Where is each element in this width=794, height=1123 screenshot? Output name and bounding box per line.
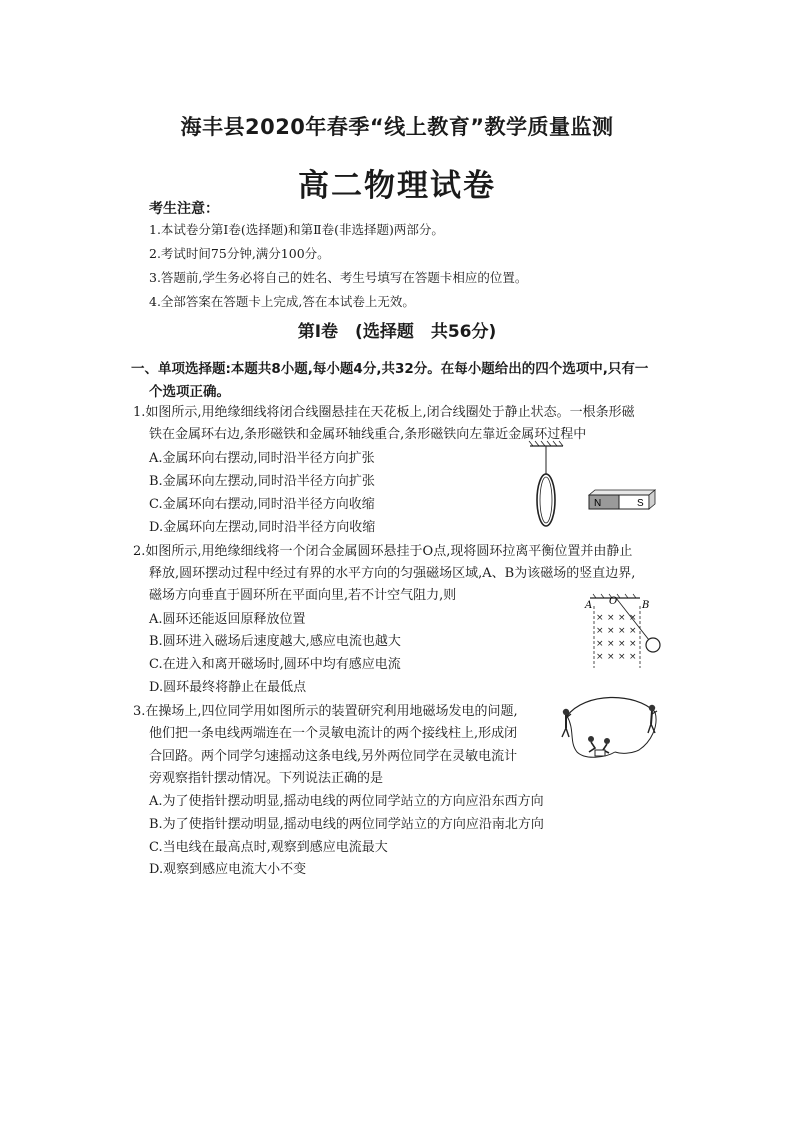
- q1-stem: 1.如图所示,用绝缘细线将闭合线圈悬挂在天花板上,闭合线圈处于静止状态。一根条形磁: [133, 405, 635, 420]
- q3-stem: 他们把一条电线两端连在一个灵敏电流计的两个接线柱上,形成闭: [149, 726, 518, 741]
- svg-text:×: ×: [596, 639, 604, 649]
- q1-option-c: C.金属环向右摆动,同时沿半径方向收缩: [149, 497, 375, 512]
- q2-stem: 磁场方向垂直于圆环所在平面向里,若不计空气阻力,则: [149, 588, 457, 603]
- q2-stem: 释放,圆环摆动过程中经过有界的水平方向的匀强磁场区域,A、B为该磁场的竖直边界,: [149, 566, 636, 581]
- q3-stem: 3.在操场上,四位同学用如图所示的装置研究利用地磁场发电的问题,: [133, 704, 518, 719]
- section-title: 第Ⅰ卷 (选择题 共56分): [297, 322, 497, 342]
- q3-stem: 合回路。两个同学匀速摇动这条电线,另外两位同学在灵敏电流计: [149, 749, 518, 764]
- notice-item: 3.答题前,学生务必将自己的姓名、考生号填写在答题卡相应的位置。: [149, 270, 528, 285]
- magnet-s-label: S: [637, 498, 644, 509]
- svg-text:×: ×: [607, 639, 615, 649]
- q3-option-c: C.当电线在最高点时,观察到感应电流最大: [149, 840, 388, 855]
- notice-heading: 考生注意：: [149, 201, 219, 217]
- svg-text:×: ×: [629, 613, 637, 623]
- q2-option-a: A.圆环还能返回原释放位置: [149, 612, 306, 627]
- q1-option-a: A.金属环向右摆动,同时沿半径方向扩张: [149, 451, 375, 466]
- exam-subtitle: 高二物理试卷: [298, 168, 496, 204]
- q2-figure: [578, 592, 668, 672]
- svg-text:×: ×: [607, 613, 615, 623]
- q3-stem: 旁观察指针摆动情况。下列说法正确的是: [149, 771, 384, 786]
- q3-option-d: D.观察到感应电流大小不变: [149, 862, 307, 877]
- q2-option-b: B.圆环进入磁场后速度越大,感应电流也越大: [149, 634, 401, 649]
- notice-item: 1.本试卷分第Ⅰ卷(选择题)和第Ⅱ卷(非选择题)两部分。: [149, 222, 444, 237]
- boundary-a-label: A: [585, 600, 593, 611]
- q2-stem: 2.如图所示,用绝缘细线将一个闭合金属圆环悬挂于O点,现将圆环拉离平衡位置并由静止: [133, 544, 633, 559]
- svg-text:×: ×: [618, 613, 626, 623]
- svg-text:×: ×: [618, 626, 626, 636]
- q1-figure: [525, 440, 665, 535]
- part-heading-cont: 个选项正确。: [149, 384, 230, 400]
- q1-option-b: B.金属环向左摆动,同时沿半径方向扩张: [149, 474, 375, 489]
- q3-option-b: B.为了使指针摆动明显,摇动电线的两位同学站立的方向应沿南北方向: [149, 817, 544, 832]
- boundary-b-label: B: [642, 600, 650, 611]
- svg-text:×: ×: [618, 639, 626, 649]
- svg-text:×: ×: [607, 652, 615, 662]
- svg-text:×: ×: [629, 626, 637, 636]
- q2-option-c: C.在进入和离开磁场时,圆环中均有感应电流: [149, 657, 401, 672]
- point-o-label: O: [609, 596, 618, 607]
- part-heading: 一、单项选择题:本题共8小题,每小题4分,共32分。在每小题给出的四个选项中,只有一: [131, 361, 649, 377]
- svg-text:×: ×: [629, 652, 637, 662]
- notice-item: 4.全部答案在答题卡上完成,答在本试卷上无效。: [149, 294, 415, 309]
- exam-title: 海丰县2020年春季“线上教育”教学质量监测: [180, 115, 614, 139]
- svg-text:×: ×: [607, 626, 615, 636]
- q1-option-d: D.金属环向左摆动,同时沿半径方向收缩: [149, 520, 376, 535]
- magnet-n-label: N: [594, 498, 602, 509]
- svg-text:×: ×: [596, 613, 604, 623]
- magnetic-field-crosses: [596, 613, 637, 662]
- q3-figure: [555, 690, 667, 768]
- svg-text:×: ×: [596, 652, 604, 662]
- notice-item: 2.考试时间75分钟,满分100分。: [149, 246, 330, 261]
- svg-text:×: ×: [629, 639, 637, 649]
- q3-option-a: A.为了使指针摆动明显,摇动电线的两位同学站立的方向应沿东西方向: [149, 794, 544, 809]
- q2-option-d: D.圆环最终将静止在最低点: [149, 680, 307, 695]
- svg-text:×: ×: [596, 626, 604, 636]
- q1-stem: 铁在金属环右边,条形磁铁和金属环轴线重合,条形磁铁向左靠近金属环过程中: [149, 427, 587, 442]
- svg-text:×: ×: [618, 652, 626, 662]
